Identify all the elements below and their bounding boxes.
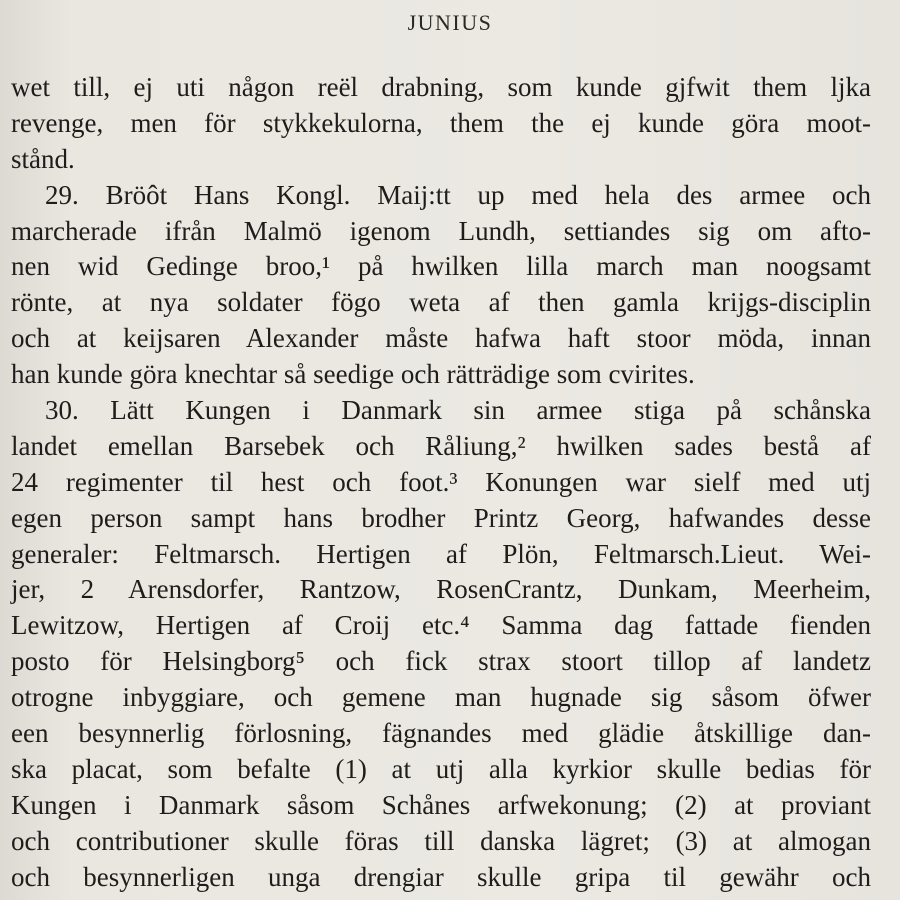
text-line: generaler: Feltmarsch. Hertigen af Plön, Feltmarsch.Lieut. Wei-: [11, 538, 871, 569]
text-line: 29. Bröôt Hans Kongl. Maij:tt up med hela des armee och: [45, 179, 871, 210]
text-line: rönte, at nya soldater fögo weta af then gamla krijgs-disciplin: [11, 287, 871, 318]
text-line: nen wid Gedinge broo,¹ på hwilken lilla march man noogsamt: [11, 251, 871, 282]
text-line: marcherade ifrån Malmö igenom Lundh, settiandes sig om afto-: [11, 215, 871, 246]
body-text: [11, 70, 871, 895]
text-line: 30. Lätt Kungen i Danmark sin armee stiga på schånska: [45, 395, 871, 426]
text-line: wet till, ej uti någon reël drabning, som kunde gjfwit them ljka: [11, 72, 871, 102]
text-line: een besynnerlig förlosning, fägnandes med glädie åtskillige dan-: [11, 718, 871, 749]
text-line: otrogne inbyggiare, och gemene man hugnade sig såsom öfwer: [11, 682, 871, 713]
text-line: egen person sampt hans brodher Printz Georg, hafwandes desse: [11, 502, 871, 533]
text-line: och at keijsaren Alexander måste hafwa haft stoor möda, innan: [11, 323, 871, 354]
text-line: stånd.: [11, 143, 75, 174]
text-line: och contributioner skulle föras till danska lägret; (3) at almogan: [11, 825, 871, 856]
text-line: Kungen i Danmark såsom Schånes arfwekonung; (2) at proviant: [11, 789, 871, 820]
text-line: Lewitzow, Hertigen af Croij etc.⁴ Samma dag fattade fienden: [11, 610, 871, 641]
text-line: revenge, men för stykkekulorna, them the ej kunde göra moot-: [11, 107, 871, 138]
text-line: 24 regimenter til hest och foot.³ Konungen war sielf med utj: [11, 466, 871, 497]
text-line: och besynnerligen unga drengiar skulle gripa til gewähr och: [11, 861, 871, 892]
text-line: landet emellan Barsebek och Råliung,² hwilken sades bestå af: [11, 430, 871, 461]
text-line: jer, 2 Arensdorfer, Rantzow, RosenCrantz, Dunkam, Meerheim,: [11, 574, 871, 605]
running-head: JUNIUS: [407, 10, 493, 35]
text-line: han kunde göra knechtar så seedige och rätträdige som cvirites.: [11, 359, 695, 390]
text-line: posto för Helsingborg⁵ och fick strax stoort tillop af landetz: [11, 646, 871, 677]
text-line: ska placat, som befalte (1) at utj alla kyrkior skulle bedias för: [11, 753, 871, 784]
